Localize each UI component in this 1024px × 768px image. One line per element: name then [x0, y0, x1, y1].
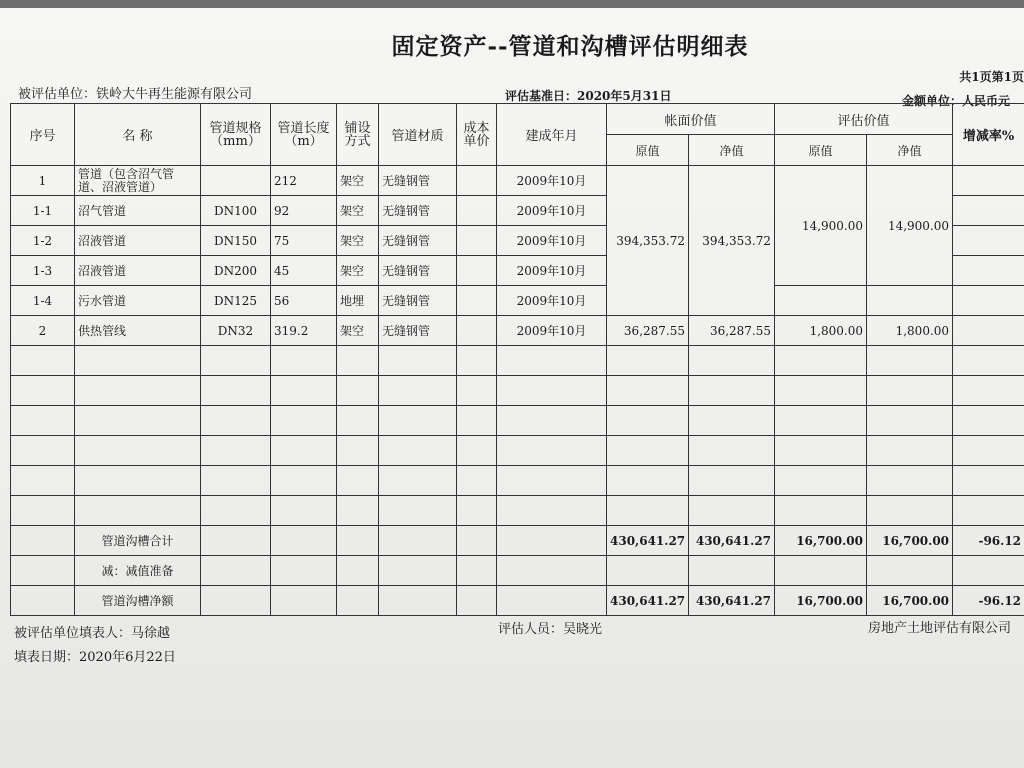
impairment-book-net — [689, 556, 775, 586]
empty-row — [11, 346, 1024, 376]
cell-unit-cost — [457, 226, 497, 256]
net-book-net: 430,641.27 — [689, 586, 775, 616]
net-app-net: 16,700.00 — [867, 586, 953, 616]
total-rate: -96.12 — [953, 526, 1024, 556]
total-app-net: 16,700.00 — [867, 526, 953, 556]
cell-seq: 1-2 — [11, 226, 75, 256]
impairment-label: 减：减值准备 — [75, 556, 201, 586]
cell-seq: 1-3 — [11, 256, 75, 286]
net-book-original: 430,641.27 — [607, 586, 689, 616]
cell-rate — [953, 256, 1024, 286]
header-app-original: 原值 — [775, 135, 867, 166]
cell-unit-cost — [457, 316, 497, 346]
cell-spec: DN32 — [201, 316, 271, 346]
appraised-unit: 被评估单位：铁岭大牛再生能源有限公司 — [18, 87, 253, 102]
cell-spec: DN150 — [201, 226, 271, 256]
net-row — [11, 586, 1024, 616]
total-app-original: 16,700.00 — [775, 526, 867, 556]
cell-book-original: 36,287.55 — [607, 316, 689, 346]
cell-app-net-group: 14,900.00 — [867, 166, 953, 286]
cell-length: 319.2 — [271, 316, 337, 346]
cell-seq: 1-4 — [11, 286, 75, 316]
cell-laying: 架空 — [337, 166, 379, 196]
cell-app-original-group: 14,900.00 — [775, 166, 867, 286]
cell-length: 92 — [271, 196, 337, 226]
cell-name: 管道（包含沼气管道、沼液管道） — [75, 166, 201, 196]
asset-table — [10, 103, 1024, 616]
cell-rate — [953, 166, 1024, 196]
header-material: 管道材质 — [379, 104, 457, 166]
total-book-net: 430,641.27 — [689, 526, 775, 556]
cell-laying: 地埋 — [337, 286, 379, 316]
header-change-rate: 增减率% — [953, 104, 1024, 166]
cell-spec: DN125 — [201, 286, 271, 316]
company-name: 房地产土地评估有限公司 — [868, 621, 1012, 636]
appraiser-label: 评估人员：吴晓光 — [498, 622, 603, 637]
total-label: 管道沟槽合计 — [75, 526, 201, 556]
cell-material: 无缝钢管 — [379, 226, 457, 256]
cell-spec: DN100 — [201, 196, 271, 226]
cell-rate — [953, 286, 1024, 316]
cell-rate — [953, 316, 1024, 346]
header-book-value: 帐面价值 — [607, 104, 775, 135]
header-seq: 序号 — [11, 104, 75, 166]
cell-book-net: 36,287.55 — [689, 316, 775, 346]
currency-unit: 金额单位：人民币元 — [902, 94, 1011, 108]
cell-name: 沼液管道 — [75, 226, 201, 256]
header-book-net: 净值 — [689, 135, 775, 166]
cell-date: 2009年10月 — [497, 256, 607, 286]
cell-length: 212 — [271, 166, 337, 196]
header-unit-cost: 成本单价 — [457, 104, 497, 166]
cell-laying: 架空 — [337, 316, 379, 346]
page-title: 固定资产--管道和沟槽评估明细表 — [391, 33, 749, 60]
cell-date: 2009年10月 — [497, 226, 607, 256]
total-book-original: 430,641.27 — [607, 526, 689, 556]
header-book-original: 原值 — [607, 135, 689, 166]
impairment-rate — [953, 556, 1024, 586]
cell-seq: 2 — [11, 316, 75, 346]
cell-material: 无缝钢管 — [379, 166, 457, 196]
cell-rate — [953, 226, 1024, 256]
header-length: 管道长度（m） — [271, 104, 337, 166]
page-number: 共1页第1页 — [959, 70, 1024, 84]
cell-date: 2009年10月 — [497, 286, 607, 316]
cell-laying: 架空 — [337, 256, 379, 286]
empty-row — [11, 376, 1024, 406]
cell-material: 无缝钢管 — [379, 286, 457, 316]
total-row — [11, 526, 1024, 556]
cell-length: 56 — [271, 286, 337, 316]
cell-unit-cost — [457, 286, 497, 316]
cell-name: 沼液管道 — [75, 256, 201, 286]
cell-date: 2009年10月 — [497, 316, 607, 346]
cell-app-net: 1,800.00 — [867, 316, 953, 346]
cell-material: 无缝钢管 — [379, 196, 457, 226]
table-row — [11, 286, 1024, 316]
cell-name: 污水管道 — [75, 286, 201, 316]
net-rate: -96.12 — [953, 586, 1024, 616]
cell-book-net-group: 394,353.72 — [689, 166, 775, 316]
empty-row — [11, 406, 1024, 436]
cell-app-original — [775, 286, 867, 316]
cell-app-net — [867, 286, 953, 316]
cell-unit-cost — [457, 256, 497, 286]
cell-name: 供热管线 — [75, 316, 201, 346]
cell-date: 2009年10月 — [497, 166, 607, 196]
empty-row — [11, 466, 1024, 496]
table-row — [11, 166, 1024, 196]
cell-app-original: 1,800.00 — [775, 316, 867, 346]
cell-name: 沼气管道 — [75, 196, 201, 226]
cell-date: 2009年10月 — [497, 196, 607, 226]
cell-seq: 1-1 — [11, 196, 75, 226]
cell-spec: DN200 — [201, 256, 271, 286]
cell-seq: 1 — [11, 166, 75, 196]
cell-unit-cost — [457, 196, 497, 226]
impairment-app-net — [867, 556, 953, 586]
cell-material: 无缝钢管 — [379, 256, 457, 286]
impairment-app-original — [775, 556, 867, 586]
impairment-row — [11, 556, 1024, 586]
net-app-original: 16,700.00 — [775, 586, 867, 616]
table-row — [11, 316, 1024, 346]
header-spec: 管道规格（mm） — [201, 104, 271, 166]
header-name: 名 称 — [75, 104, 201, 166]
cell-length: 75 — [271, 226, 337, 256]
net-label: 管道沟槽净额 — [75, 586, 201, 616]
cell-laying: 架空 — [337, 196, 379, 226]
filler-label: 被评估单位填表人：马徐越 — [14, 626, 171, 641]
header-build-date: 建成年月 — [497, 104, 607, 166]
cell-book-original-group: 394,353.72 — [607, 166, 689, 316]
impairment-book-original — [607, 556, 689, 586]
empty-row — [11, 496, 1024, 526]
base-date: 评估基准日：2020年5月31日 — [505, 89, 672, 103]
header-app-net: 净值 — [867, 135, 953, 166]
cell-length: 45 — [271, 256, 337, 286]
cell-laying: 架空 — [337, 226, 379, 256]
cell-rate — [953, 196, 1024, 226]
fill-date: 填表日期：2020年6月22日 — [14, 650, 176, 665]
header-laying: 铺设方式 — [337, 104, 379, 166]
cell-material: 无缝钢管 — [379, 316, 457, 346]
empty-row — [11, 436, 1024, 466]
cell-spec — [201, 166, 271, 196]
header-appraised-value: 评估价值 — [775, 104, 953, 135]
cell-unit-cost — [457, 166, 497, 196]
